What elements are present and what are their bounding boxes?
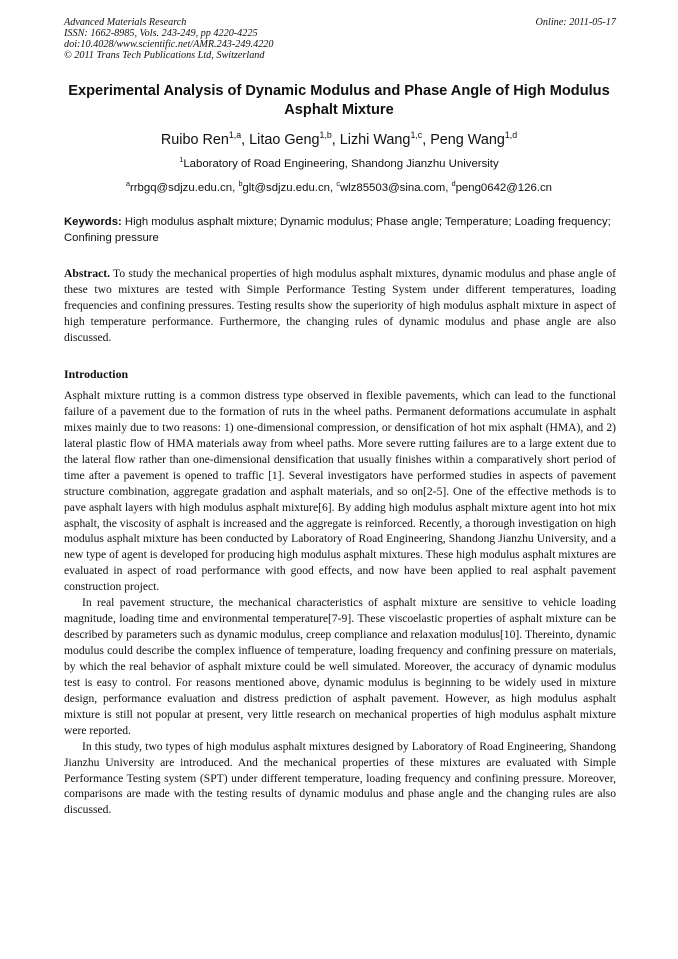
abstract-text: To study the mechanical properties of high modulus asphalt mixtures, dynamic modulus and phase angle of these two mixtures are tested with Simple Performance Testing System under different temperatures, loading frequencies and confining pressures. Testing results show the superiority of high modulus asphalt mixture in aspect of high temperature performance. Furthermore, the changing rules of dynamic modulus and phase angle are also discussed. [64, 267, 616, 345]
paper-title: Experimental Analysis of Dynamic Modulus and Phase Angle of High Modulus Asphalt Mixture [68, 83, 610, 118]
abstract-label: Abstract. [64, 267, 111, 280]
keywords [64, 214, 616, 246]
email: $^c$wlz85503@sina.com, [336, 179, 452, 194]
author-emails [60, 181, 618, 195]
email: $^d$peng0642@126.cn [451, 179, 553, 194]
paragraph: Asphalt mixture rutting is a common distress type observed in flexible pavements, which can lead to the functional failure of a pavement due to the formation of ruts in the wheel paths. Permanent deformations accumulate in asphalt mixes mainly due to two reasons: 1) one-dimensional compression, or densification of hot mix asphalt (HMA), and 2) lateral plastic flow of HMA materials away from wheel paths. More severe rutting failures are to a large extent due to the lateral flow rather than one-dimensional densification that usually finishes within a comparatively short period of time after a pavement is opened to traffic [1]. Several investigators have performed studies in aspects of pavement structure combination, aggregate gradation and asphalt materials, and so on[2-5]. One of the effective methods is to pave asphalt layers with high modulus asphalt mixture[6]. By adding high modulus asphalt mixture agent into hot mix asphalt, the viscosity of asphalt is increased and the aggregate is reinforced. Recently, a thorough investigation on high modulus asphalt mixture has been conducted by Laboratory of Road Engineering, Shandong Jianzhu University, and a new type of agent is developed for producing high modulus asphalt mixtures. These high modulus asphalt mixtures are evaluated in aspect of road performance with good effects, and now have been applied to real asphalt pavement construction project. [64, 389, 616, 594]
introduction-body [64, 388, 616, 818]
online-date: Online: 2011-05-17 [535, 17, 616, 28]
affiliation: $^1$Laboratory of Road Engineering, Shandong Jianzhu University [179, 155, 499, 170]
author: Litao Geng$^{1,b}$, [249, 130, 340, 148]
email: $^a$rrbgq@sdjzu.edu.cn, [125, 179, 239, 194]
paragraph: In this study, two types of high modulus asphalt mixtures designed by Laboratory of Road Engineering, Shandong Jianzhu University are introduced. And the mechanical properties of these mixtures are evaluated with Simple Performance Testing system (SPT) under different temperature, loading frequency and confining pressure. Moreover, comparisons are made with the testing results of dynamic modulus and phase angle and the changing rules are also discussed. [64, 739, 616, 817]
journal-doi: doi:10.4028/www.scientific.net/AMR.243-249.4220 [64, 39, 274, 50]
abstract [64, 266, 616, 346]
paragraph: In real pavement structure, the mechanical characteristics of asphalt mixture are sensitive to vehicle loading magnitude, loading time and environmental temperature[7-9]. These viscoelastic properties of asphalt mixture can be described by parameters such as dynamic modulus, creep compliance and relaxation modulus[10]. Thereinto, dynamic modulus could describe the complex influence of temperature, loading frequency and confining pressure on materials, by which the real behavior of asphalt mixture could be well simulated. Moreover, the accuracy of dynamic modulus test is easy to control. For reasons mentioned above, dynamic modulus is beginning to be widely used in mixture design, performance evaluation and distress prediction of asphalt pavement. However, as high modulus asphalt mixture is still not popular at present, very little research on mechanical properties of high modulus asphalt mixture were reported. [64, 596, 616, 737]
journal-name: Advanced Materials Research [64, 17, 187, 28]
keywords-label: Keywords: [64, 216, 122, 228]
journal-issn: ISSN: 1662-8985, Vols. 243-249, pp 4220-4225 [64, 28, 258, 39]
journal-header [64, 17, 616, 61]
section-heading-introduction: Introduction [64, 367, 129, 381]
author: Lizhi Wang$^{1,c}$, [339, 130, 431, 148]
email: $^b$glt@sdjzu.edu.cn, [238, 179, 337, 194]
author: Ruibo Ren$^{1,a}$, [160, 130, 250, 148]
author: Peng Wang$^{1,d}$ [430, 130, 518, 148]
keywords-text: High modulus asphalt mixture; Dynamic modulus; Phase angle; Temperature; Loading frequency; Confining pressure [64, 216, 611, 244]
journal-copyright: © 2011 Trans Tech Publications Ltd, Switzerland [64, 50, 265, 61]
author-list [60, 131, 618, 149]
